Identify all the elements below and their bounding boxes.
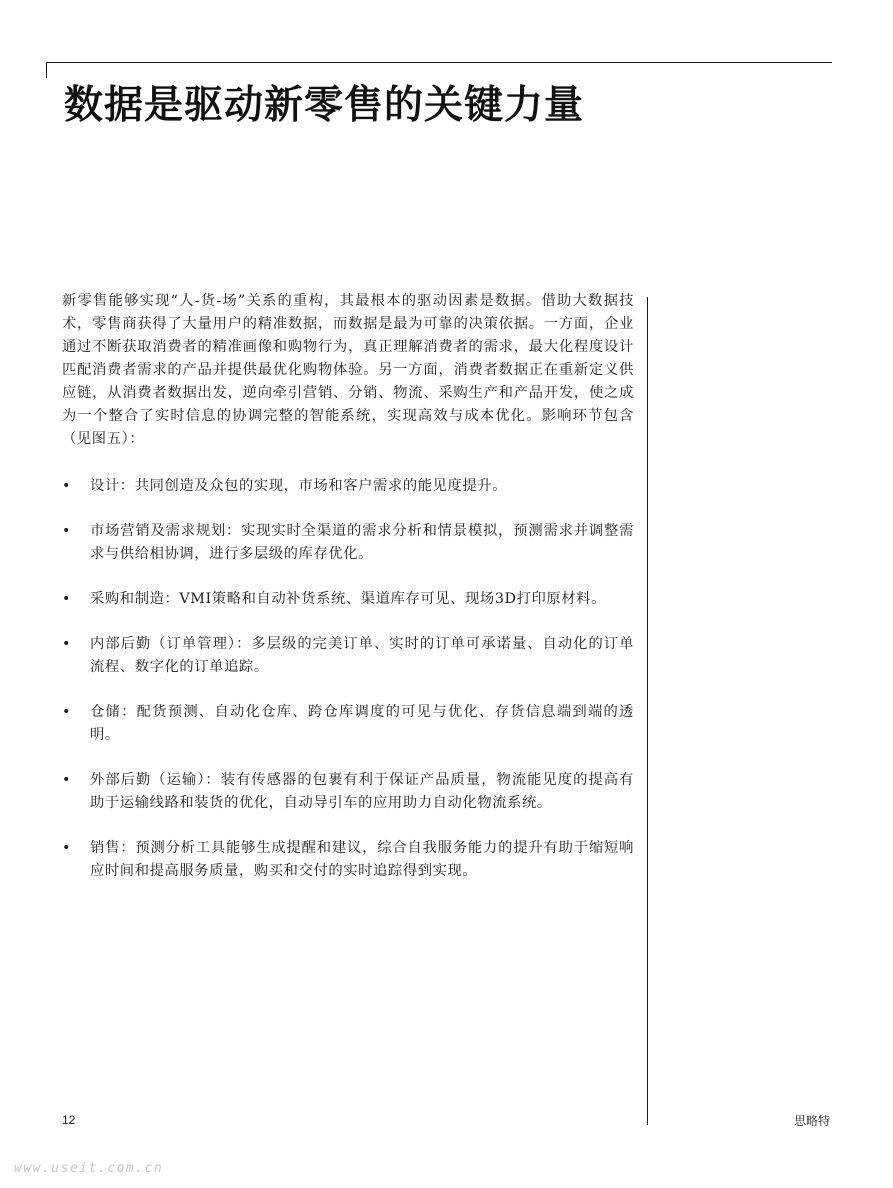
list-item <box>62 633 634 679</box>
list-item-text: 仓储：配货预测、自动化仓库、跨仓库调度的可见与优化、存货信息端到端的透明。 <box>90 704 634 743</box>
top-rule <box>46 62 832 63</box>
list-item <box>62 475 634 498</box>
list-item-text: 采购和制造：VMI策略和自动补货系统、渠道库存可见、现场3D打印原材料。 <box>90 591 606 607</box>
top-rule-tick <box>46 62 47 78</box>
watermark: www.useit.com.cn <box>14 1161 164 1176</box>
bullet-icon: • <box>62 840 72 856</box>
list-item-text: 销售：预测分析工具能够生成提醒和建议，综合自我服务能力的提升有助于缩短响应时间和提高服务质量，购买和交付的实时追踪得到实现。 <box>90 840 634 879</box>
page-number: 12 <box>62 1113 76 1127</box>
list-item <box>62 520 634 566</box>
list-item-text: 设计：共同创造及众包的实现，市场和客户需求的能见度提升。 <box>90 478 508 494</box>
bullet-list <box>62 475 634 883</box>
brand-name: 思略特 <box>793 1114 830 1128</box>
list-item <box>62 837 634 883</box>
list-item <box>62 769 634 815</box>
bullet-icon: • <box>62 636 72 652</box>
bullet-icon: • <box>62 591 72 607</box>
bullet-icon: • <box>62 523 72 539</box>
list-item <box>62 701 634 747</box>
list-item-text: 外部后勤（运输）：装有传感器的包裹有利于保证产品质量，物流能见度的提高有助于运输线路和装货的优化，自动导引车的应用助力自动化物流系统。 <box>90 772 634 811</box>
intro-paragraph: 新零售能够实现“人-货-场”关系的重构，其最根本的驱动因素是数据。借助大数据技术，零售商获得了大量用户的精准数据，而数据是最为可靠的决策依据。一方面，企业通过不断获取消费者的精准画像和购物行为，真正理解消费者的需求，最大化程度设计匹配消费者需求的产品并提供最优化购物体验。另一方面，消费者数据正在重新定义供应链，从消费者数据出发，逆向牵引营销、分销、物流、采购生产和产品开发，使之成为一个整合了实时信息的协调完整的智能系统，实现高效与成本优化。影响环节包含（见图五）： <box>62 293 634 447</box>
list-item <box>62 588 634 611</box>
list-item-text: 内部后勤（订单管理）：多层级的完美订单、实时的订单可承诺量、自动化的订单流程、数字化的订单追踪。 <box>90 636 634 675</box>
main-content <box>62 290 634 905</box>
page-title: 数据是驱动新零售的关键力量 <box>64 83 585 128</box>
bullet-icon: • <box>62 704 72 720</box>
list-item-text: 市场营销及需求规划：实现实时全渠道的需求分析和情景模拟，预测需求并调整需求与供给相协调，进行多层级的库存优化。 <box>90 523 634 562</box>
bullet-icon: • <box>62 478 72 494</box>
bullet-icon: • <box>62 772 72 788</box>
column-divider <box>647 297 648 1125</box>
